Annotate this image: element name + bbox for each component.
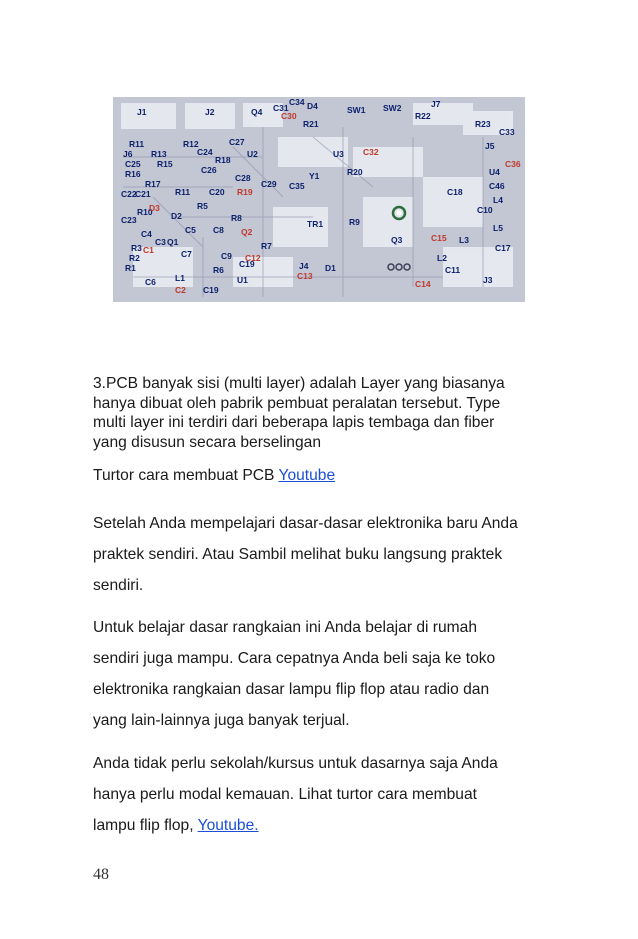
flip-flop-text: lampu flip flop, [93, 817, 198, 834]
tutorial-text: Turtor cara membuat PCB [93, 467, 279, 484]
text-line: hanya dibuat oleh pabrik pembuat peralatan tersebut. Type [93, 394, 501, 412]
text-line: sendiri. [93, 577, 144, 594]
component-label: C31 [273, 103, 289, 113]
component-label: R6 [213, 265, 224, 275]
component-label: L4 [493, 195, 503, 205]
component-label-red: C13 [297, 271, 313, 281]
component-label: C8 [213, 225, 224, 235]
component-label-red: C15 [431, 233, 447, 243]
component-label: C5 [185, 225, 196, 235]
component-label: TR1 [307, 219, 324, 229]
component-label: Y1 [309, 171, 320, 181]
component-label: R15 [157, 159, 173, 169]
component-label: C34 [289, 97, 305, 107]
component-label: R5 [197, 201, 208, 211]
component-label: U2 [247, 149, 258, 159]
component-label: C18 [447, 187, 463, 197]
component-label: C6 [145, 277, 156, 287]
component-label: R9 [349, 217, 360, 227]
component-label: U4 [489, 167, 500, 177]
component-label: R21 [303, 119, 319, 129]
component-label: R18 [215, 155, 231, 165]
component-label-red: C36 [505, 159, 521, 169]
paragraph-learn-at-home [93, 612, 495, 736]
component-label: J6 [123, 149, 133, 159]
paragraph-multi-layer [93, 374, 543, 452]
component-label: U1 [237, 275, 248, 285]
page-number: 48 [93, 866, 109, 883]
component-label: C9 [221, 251, 232, 261]
paragraph-practice [93, 508, 518, 601]
component-label: C22 [121, 189, 137, 199]
component-label: J4 [299, 261, 309, 271]
component-label-red: C12 [245, 253, 261, 263]
component-label: L5 [493, 223, 503, 233]
component-label: C35 [289, 181, 305, 191]
component-label: J7 [431, 99, 441, 109]
component-label-red: C2 [175, 285, 186, 295]
component-label-red: D3 [149, 203, 160, 213]
text-line: elektronika rangkaian dasar lampu flip flop atau radio dan [93, 681, 490, 698]
text-line: multi layer ini terdiri dari beberapa lapis tembaga dan fiber [93, 414, 495, 431]
component-label: L3 [459, 235, 469, 245]
component-label: L1 [175, 273, 185, 283]
component-label: Q3 [391, 235, 403, 245]
component-label: R1 [125, 263, 136, 273]
component-label: R7 [261, 241, 272, 251]
component-label: C3 [155, 237, 166, 247]
component-label: C11 [445, 265, 461, 275]
component-label: C10 [477, 205, 493, 215]
component-label: R23 [475, 119, 491, 129]
component-label: R11 [129, 139, 145, 149]
component-label: C7 [181, 249, 192, 259]
component-label: C4 [141, 229, 152, 239]
component-label: C21 [135, 189, 151, 199]
component-label: C19 [239, 259, 255, 269]
component-label-red: C1 [143, 245, 154, 255]
component-label: J5 [485, 141, 495, 151]
component-label: C33 [499, 127, 515, 137]
component-label: R16 [125, 169, 141, 179]
component-label: D1 [325, 263, 336, 273]
component-label: R20 [347, 167, 363, 177]
pcb-layout-figure [113, 97, 525, 302]
text-line: Setelah Anda mempelajari dasar-dasar elektronika baru Anda [93, 515, 518, 532]
component-label: C29 [261, 179, 277, 189]
component-label-red: Q2 [241, 227, 253, 237]
text-line: sendiri juga mampu. Cara cepatnya Anda beli saja ke toko [93, 650, 496, 667]
component-label: J3 [483, 275, 493, 285]
youtube-link[interactable]: Youtube [278, 467, 336, 484]
text-line: Anda tidak perlu sekolah/kursus untuk dasarnya saja Anda [93, 755, 498, 772]
component-label: C17 [495, 243, 511, 253]
component-label: R2 [129, 253, 140, 263]
component-label: R10 [137, 207, 153, 217]
component-label: C20 [209, 187, 225, 197]
text-line: yang disusun secara berselingan [93, 433, 321, 451]
component-label: Q1 [167, 237, 179, 247]
component-label: C28 [235, 173, 251, 183]
component-label-red: C30 [281, 111, 297, 121]
component-label: C27 [229, 137, 245, 147]
component-label: R8 [231, 213, 242, 223]
component-label: D4 [307, 101, 318, 111]
component-label: C23 [121, 215, 137, 225]
text-line: praktek sendiri. Atau Sambil melihat buku langsung praktek [93, 546, 503, 563]
component-label: R13 [151, 149, 167, 159]
component-label-red: C14 [415, 279, 431, 289]
component-label: J1 [137, 107, 147, 117]
component-label: D2 [171, 211, 182, 221]
text-line-with-link [93, 810, 498, 841]
text-line: hanya perlu modal kemauan. Lihat turtor cara membuat [93, 786, 477, 803]
component-label: SW2 [383, 103, 402, 113]
component-label: R12 [183, 139, 199, 149]
paragraph-no-school [93, 748, 498, 841]
component-label: C46 [489, 181, 505, 191]
component-label: R22 [415, 111, 431, 121]
component-label: R17 [145, 179, 161, 189]
paragraph-tutorial-pcb [93, 464, 335, 488]
youtube-link-flip-flop[interactable]: Youtube. [197, 817, 259, 834]
component-label: C25 [125, 159, 141, 169]
component-label: SW1 [347, 105, 366, 115]
component-label: C24 [197, 147, 213, 157]
component-label-red: C32 [363, 147, 379, 157]
component-label: R11 [175, 187, 191, 197]
component-label: U3 [333, 149, 344, 159]
component-label: Q4 [251, 107, 263, 117]
text-line: yang lain-lainnya juga banyak terjual. [93, 712, 350, 729]
component-label: R3 [131, 243, 142, 253]
text-line: 3.PCB banyak sisi (multi layer) adalah Layer yang biasanya [93, 375, 505, 392]
text-line: Untuk belajar dasar rangkaian ini Anda belajar di rumah [93, 619, 478, 636]
component-label: J2 [205, 107, 215, 117]
component-label: C19 [203, 285, 219, 295]
component-label: C26 [201, 165, 217, 175]
component-label: L2 [437, 253, 447, 263]
component-label-red: R19 [237, 187, 253, 197]
